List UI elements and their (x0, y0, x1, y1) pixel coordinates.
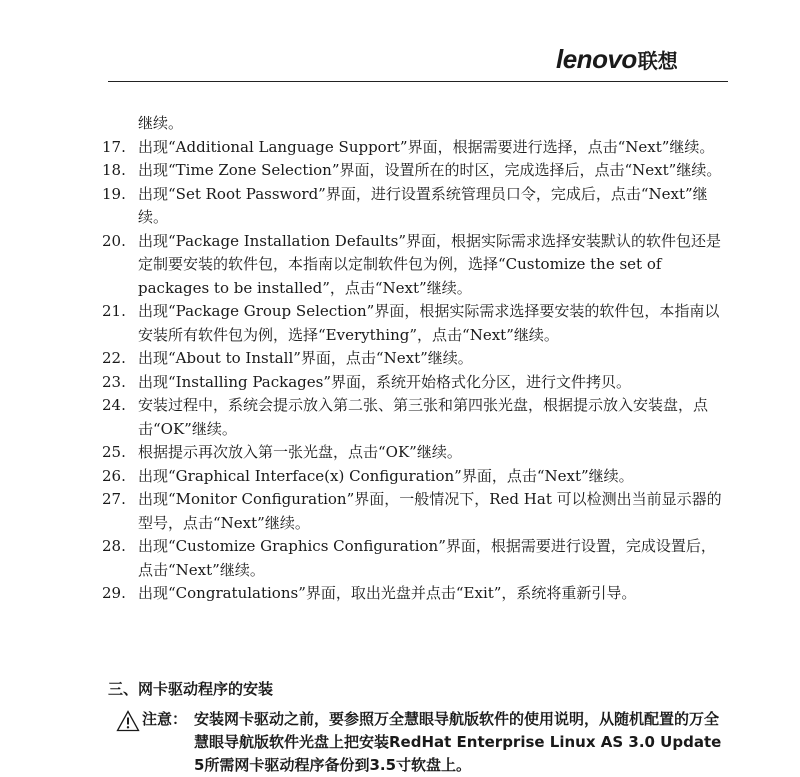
logo-chinese: 联想 (637, 51, 678, 73)
note-label: 注意： (142, 710, 188, 728)
step-number: 26. (102, 466, 126, 485)
step-19 (102, 183, 728, 230)
step-number: 17. (102, 137, 126, 156)
lenovo-logo (556, 44, 678, 75)
step-text: 出现“Package Group Selection”界面，根据实际需求选择要安装的软件包，本指南以安装所有软件包为例，选择“Everything”，点击“Next”继续。 (138, 302, 720, 344)
step-text: 出现“Installing Packages”界面，系统开始格式化分区，进行文件拷贝。 (138, 372, 631, 391)
step-number: 29. (102, 584, 126, 602)
step-text: 出现“Additional Language Support”界面，根据需要进行选择，点击“Next”继续。 (138, 137, 715, 156)
step-21 (102, 300, 728, 347)
step-text: 安装过程中，系统会提示放入第二张、第三张和第四张光盘，根据提示放入安装盘，点击“OK”继续。 (138, 396, 709, 438)
step-text: 出现“Congratulations”界面，取出光盘并点击“Exit”，系统将重新引导。 (138, 584, 637, 602)
step-number: 22. (102, 349, 126, 367)
step-18 (102, 159, 728, 183)
note-text: 安装网卡驱动之前，要参照万全慧眼导航版软件的使用说明，从随机配置的万全慧眼导航版软件光盘上把安装RedHat Enterprise Linux AS 3.0 Update 5所需网卡驱动程序备份到3.5寸软盘上。 (194, 710, 722, 774)
step-26 (102, 465, 728, 489)
step-number: 24. (102, 396, 126, 414)
step-23 (102, 371, 728, 395)
section-title: 三、网卡驱动程序的安装 (108, 680, 274, 698)
step-22 (102, 347, 728, 371)
step-number: 18. (102, 161, 126, 179)
step-27 (102, 488, 728, 535)
step-29 (102, 582, 728, 606)
step-text: 根据提示再次放入第一张光盘，点击“OK”继续。 (138, 443, 462, 461)
step-text: 出现“Graphical Interface(x) Configuration”界面，点击“Next”继续。 (138, 466, 634, 485)
step-20 (102, 230, 728, 301)
step-25 (102, 441, 728, 465)
header-rule (108, 81, 728, 82)
step-text: 出现“Set Root Password”界面，进行设置系统管理员口令，完成后，点击“Next”继续。 (138, 184, 708, 226)
step-text: 出现“Time Zone Selection”界面，设置所在的时区，完成选择后，点击“Next”继续。 (138, 161, 722, 179)
warning-icon (116, 710, 140, 732)
step-number: 23. (102, 372, 126, 391)
step-text: 出现“About to Install”界面，点击“Next”继续。 (138, 349, 473, 367)
step-24 (102, 394, 728, 441)
logo-latin: lenovo (556, 44, 637, 74)
step-text: 继续。 (138, 114, 184, 132)
step-number: 28. (102, 537, 126, 555)
step-28 (102, 535, 728, 582)
step-number: 21. (102, 302, 126, 320)
step-number: 25. (102, 443, 126, 461)
step-text: 出现“Monitor Configuration”界面，一般情况下，Red Hat 可以检测出当前显示器的型号，点击“Next”继续。 (138, 490, 722, 532)
step-number: 20. (102, 231, 126, 250)
step-text: 出现“Package Installation Defaults”界面，根据实际需求选择安装默认的软件包还是定制要安装的软件包，本指南以定制软件包为例，选择“Customize the set of packages to be installed”，点击“Next”继续。 (138, 231, 722, 297)
step-continuation (102, 112, 728, 136)
step-number: 19. (102, 184, 126, 203)
steps-list (102, 112, 728, 606)
step-17 (102, 136, 728, 160)
step-number: 27. (102, 490, 126, 508)
step-text: 出现“Customize Graphics Configuration”界面，根据需要进行设置，完成设置后，点击“Next”继续。 (138, 537, 716, 579)
note-block (116, 708, 726, 777)
